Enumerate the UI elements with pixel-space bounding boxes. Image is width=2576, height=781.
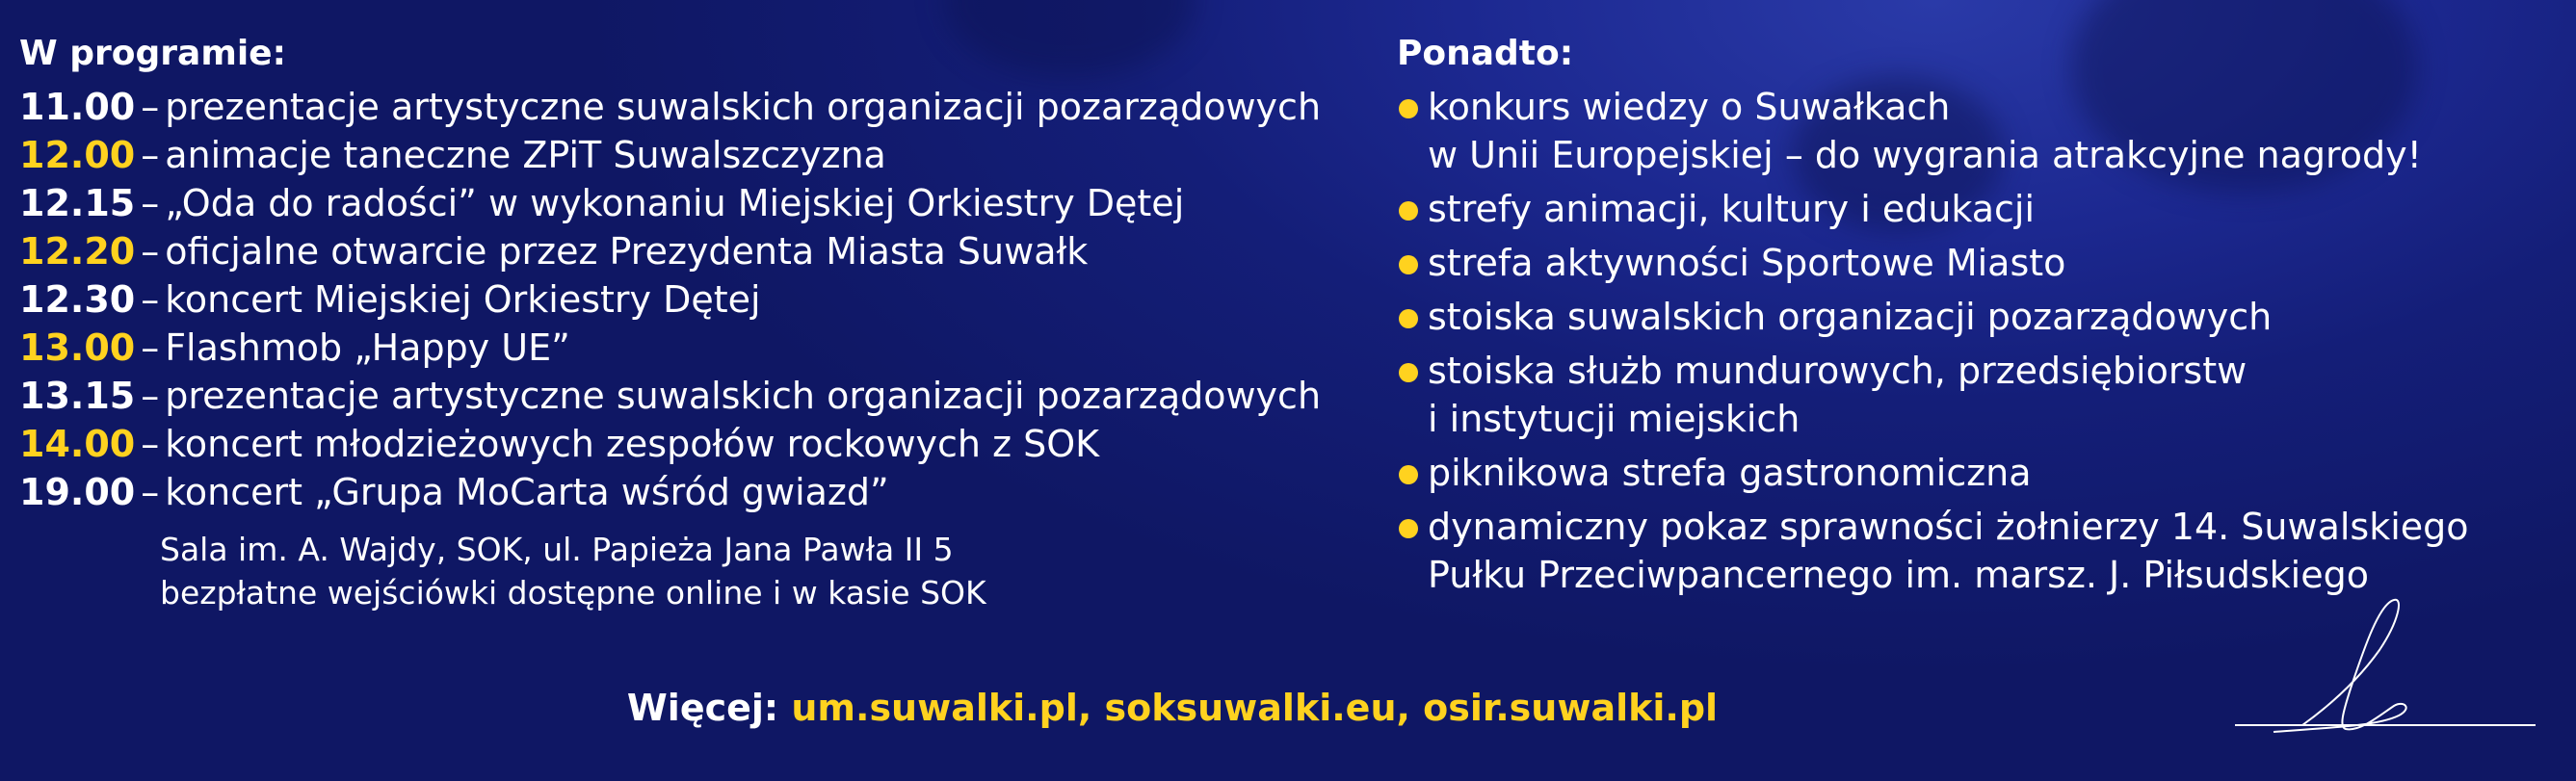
dash-separator: – [141,375,160,417]
schedule-item [19,179,1349,227]
program-heading: W programie: [19,34,286,73]
extras-item-text-cont: w Unii Europejskiej – do wygrania atrakcyjne nagrody! [1428,134,2422,176]
dash-separator: – [141,230,160,273]
footer-more-info [0,684,2576,732]
footer-label: Więcej: [626,687,779,729]
dash-separator: – [141,134,160,176]
signature-mark [2235,592,2543,737]
schedule-item [19,324,1349,372]
extras-item [1397,293,2563,341]
schedule-text: prezentacje artystyczne suwalskich organizacji pozarządowych [165,375,1322,417]
schedule-text: koncert Miejskiej Orkiestry Dętej [165,278,761,321]
extras-item-text: konkurs wiedzy o Suwałkach [1428,86,1951,128]
ticket-info: bezpłatne wejściówki dostępne online i w kasie SOK [160,574,986,612]
bullet-dot-icon [1399,99,1418,118]
schedule-item [19,227,1349,275]
dash-separator: – [141,182,160,224]
schedule-list [19,83,1349,516]
schedule-text: oficjalne otwarcie przez Prezydenta Miasta Suwałk [165,230,1089,273]
schedule-text: prezentacje artystyczne suwalskich organizacji pozarządowych [165,86,1322,128]
extras-item [1397,347,2563,443]
bullet-dot-icon [1399,255,1418,274]
extras-item-text: dynamiczny pokaz sprawności żołnierzy 14. Suwalskiego [1428,506,2469,548]
extras-item-text: stoiska suwalskich organizacji pozarządowych [1428,296,2273,338]
bullet-dot-icon [1399,363,1418,382]
venue-address: Sala im. A. Wajdy, SOK, ul. Papieża Jana Pawła II 5 [160,531,954,568]
dash-separator: – [141,326,160,369]
schedule-time: 12.30 [19,278,136,321]
schedule-item [19,131,1349,179]
venue-info [160,528,1349,614]
schedule-item [19,420,1349,468]
extras-item [1397,503,2563,599]
schedule-text: animacje taneczne ZPiT Suwalszczyzna [165,134,886,176]
dash-separator: – [141,423,160,465]
schedule-time: 19.00 [19,471,136,513]
schedule-time: 11.00 [19,86,136,128]
schedule-item [19,468,1349,516]
schedule-item [19,372,1349,420]
extras-heading: Ponadto: [1397,34,1574,73]
schedule-text: Flashmob „Happy UE” [165,326,570,369]
schedule-time: 12.00 [19,134,136,176]
bullet-dot-icon [1399,309,1418,328]
extras-item [1397,83,2563,179]
schedule-time: 14.00 [19,423,136,465]
dash-separator: – [141,86,160,128]
bullet-dot-icon [1399,465,1418,484]
schedule-item [19,275,1349,324]
schedule-time: 13.00 [19,326,136,369]
extras-section [1397,29,2563,605]
schedule-time: 12.20 [19,230,136,273]
schedule-text: koncert młodzieżowych zespołów rockowych z SOK [165,423,1100,465]
extras-item-text: stoiska służb mundurowych, przedsiębiorstw [1428,350,2247,392]
schedule-text: „Oda do radości” w wykonaniu Miejskiej Orkiestry Dętej [165,182,1185,224]
extras-item-text-cont: i instytucji miejskich [1428,398,1801,440]
schedule-time: 13.15 [19,375,136,417]
schedule-text: koncert „Grupa MoCarta wśród gwiazd” [165,471,889,513]
dash-separator: – [141,278,160,321]
extras-list [1397,83,2563,599]
extras-item [1397,185,2563,233]
schedule-time: 12.15 [19,182,136,224]
schedule-item [19,83,1349,131]
extras-item [1397,449,2563,497]
extras-item [1397,239,2563,287]
program-section [19,29,1349,614]
extras-item-text: piknikowa strefa gastronomiczna [1428,452,2032,494]
bullet-dot-icon [1399,519,1418,538]
extras-item-text-cont: Pułku Przeciwpancernego im. marsz. J. Piłsudskiego [1428,554,2369,596]
bullet-dot-icon [1399,201,1418,221]
extras-item-text: strefy animacji, kultury i edukacji [1428,188,2036,230]
footer-links[interactable]: um.suwalki.pl, soksuwalki.eu, osir.suwalki.pl [791,687,1719,729]
extras-item-text: strefa aktywności Sportowe Miasto [1428,242,2066,284]
dash-separator: – [141,471,160,513]
